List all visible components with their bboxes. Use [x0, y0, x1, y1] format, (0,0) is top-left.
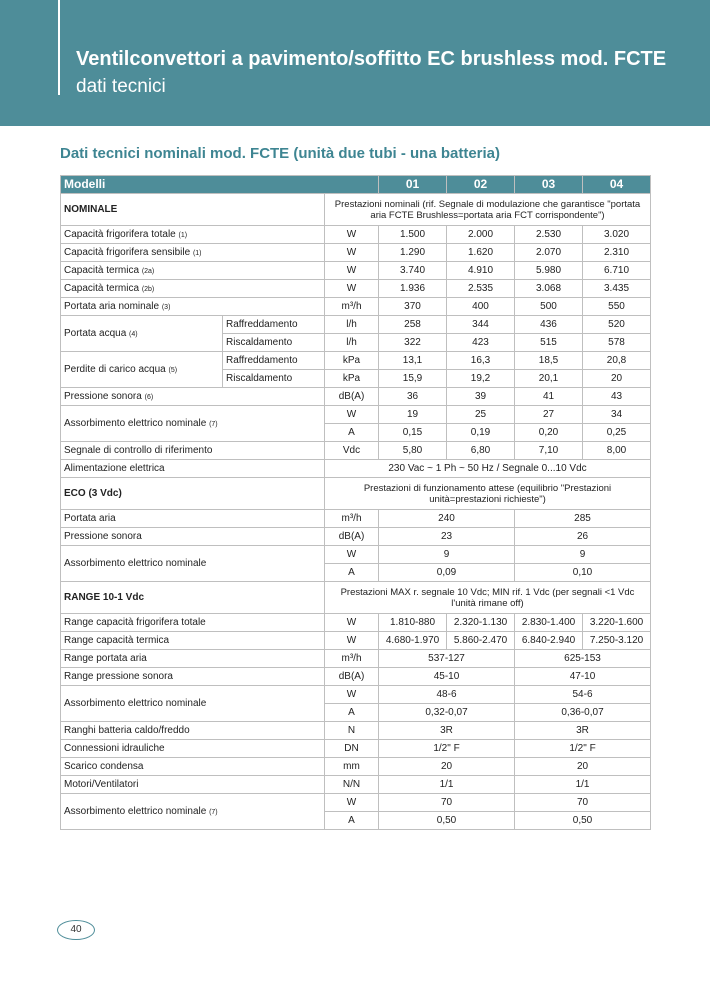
unit-cell: dB(A)	[325, 388, 379, 406]
section-row-eco	[61, 478, 651, 510]
sub-label: Raffreddamento	[223, 316, 325, 334]
value-cell: 15,9	[379, 370, 447, 388]
section-note: Prestazioni MAX r. segnale 10 Vdc; MIN rif. 1 Vdc (per segnali <1 Vdc l'unità rimane off)	[325, 582, 651, 614]
table-row	[61, 510, 651, 528]
value-cell: 0,09	[379, 564, 515, 582]
section-label: RANGE 10-1 Vdc	[61, 582, 325, 614]
value-cell: 2.000	[447, 226, 515, 244]
model-col: 04	[583, 176, 651, 194]
value-cell: 6.840-2.940	[515, 632, 583, 650]
value-cell: 2.070	[515, 244, 583, 262]
row-label: Scarico condensa	[61, 758, 325, 776]
value-cell: 3.435	[583, 280, 651, 298]
value-cell: 3.740	[379, 262, 447, 280]
row-label: Portata aria	[61, 510, 325, 528]
unit-cell: mm	[325, 758, 379, 776]
value-cell: 578	[583, 334, 651, 352]
value-cell: 20	[515, 758, 651, 776]
row-label: Portata acqua	[64, 327, 127, 339]
table-row	[61, 776, 651, 794]
table-row	[61, 352, 651, 370]
row-ref: (3)	[161, 303, 171, 311]
table-row	[61, 668, 651, 686]
unit-cell: m³/h	[325, 510, 379, 528]
value-cell: 19,2	[447, 370, 515, 388]
page-subtitle: dati tecnici	[76, 76, 166, 97]
table-row	[61, 316, 651, 334]
value-cell: 4.910	[447, 262, 515, 280]
table-header-row	[61, 176, 651, 194]
row-ref: (1)	[192, 249, 202, 257]
row-label: Assorbimento elettrico nominale	[64, 417, 207, 429]
value-cell: 5,80	[379, 442, 447, 460]
unit-cell: W	[325, 226, 379, 244]
table-row	[61, 460, 651, 478]
value-cell: 0,25	[583, 424, 651, 442]
table-row	[61, 546, 651, 564]
row-label: Range capacità termica	[61, 632, 325, 650]
value-cell: 423	[447, 334, 515, 352]
row-label: Range capacità frigorifera totale	[61, 614, 325, 632]
row-label: Ranghi batteria caldo/freddo	[61, 722, 325, 740]
value-cell: 6,80	[447, 442, 515, 460]
unit-cell: W	[325, 244, 379, 262]
section-label: ECO (3 Vdc)	[61, 478, 325, 510]
row-ref: (2a)	[141, 267, 155, 275]
table-row	[61, 528, 651, 546]
value-cell: 1/2" F	[515, 740, 651, 758]
header-label: Modelli	[61, 176, 379, 194]
value-cell: 19	[379, 406, 447, 424]
value-cell: 344	[447, 316, 515, 334]
row-label: Motori/Ventilatori	[61, 776, 325, 794]
unit-cell: N	[325, 722, 379, 740]
value-cell: 3.020	[583, 226, 651, 244]
unit-cell: W	[325, 632, 379, 650]
value-cell: 1.500	[379, 226, 447, 244]
spec-table	[60, 175, 651, 830]
value-cell: 1.290	[379, 244, 447, 262]
value-cell: 515	[515, 334, 583, 352]
section-note: Prestazioni di funzionamento attese (equilibrio "Prestazioni unità=prestazioni richieste")	[325, 478, 651, 510]
row-label: Range portata aria	[61, 650, 325, 668]
sub-label: Raffreddamento	[223, 352, 325, 370]
value-cell: 240	[379, 510, 515, 528]
value-cell: 7,10	[515, 442, 583, 460]
value-cell: 537-127	[379, 650, 515, 668]
value-cell: 25	[447, 406, 515, 424]
value-cell: 20	[583, 370, 651, 388]
value-cell: 230 Vac ~ 1 Ph ~ 50 Hz / Segnale 0...10 Vdc	[325, 460, 651, 478]
value-cell: 0,19	[447, 424, 515, 442]
table-row	[61, 614, 651, 632]
table-row	[61, 758, 651, 776]
unit-cell: DN	[325, 740, 379, 758]
value-cell: 7.250-3.120	[583, 632, 651, 650]
value-cell: 1/1	[515, 776, 651, 794]
value-cell: 20	[379, 758, 515, 776]
table-row	[61, 740, 651, 758]
value-cell: 1.810-880	[379, 614, 447, 632]
value-cell: 436	[515, 316, 583, 334]
value-cell: 0,50	[515, 812, 651, 830]
value-cell: 20,8	[583, 352, 651, 370]
row-label: Assorbimento elettrico nominale	[61, 546, 325, 582]
value-cell: 0,50	[379, 812, 515, 830]
table-row	[61, 226, 651, 244]
value-cell: 41	[515, 388, 583, 406]
row-ref: (4)	[129, 330, 138, 338]
section-row-range	[61, 582, 651, 614]
page-title: Ventilconvettori a pavimento/soffitto EC brushless mod. FCTE	[76, 48, 667, 70]
header-banner	[0, 0, 710, 126]
page-number: 40	[57, 920, 95, 940]
unit-cell: W	[325, 406, 379, 424]
section-note: Prestazioni nominali (rif. Segnale di modulazione che garantisce "portata aria FCTE Brushless=portata aria FCT corrispondente")	[325, 194, 651, 226]
unit-cell: A	[325, 564, 379, 582]
value-cell: 2.320-1.130	[447, 614, 515, 632]
value-cell: 625-153	[515, 650, 651, 668]
value-cell: 2.310	[583, 244, 651, 262]
value-cell: 3.220-1.600	[583, 614, 651, 632]
model-col: 01	[379, 176, 447, 194]
table-row	[61, 686, 651, 704]
unit-cell: dB(A)	[325, 528, 379, 546]
unit-cell: Vdc	[325, 442, 379, 460]
unit-cell: kPa	[325, 352, 379, 370]
table-row	[61, 794, 651, 812]
row-ref: (5)	[168, 366, 178, 374]
value-cell: 36	[379, 388, 447, 406]
header-divider	[58, 0, 60, 95]
row-label: Pressione sonora	[64, 390, 142, 402]
row-ref: (1)	[178, 231, 188, 239]
value-cell: 13,1	[379, 352, 447, 370]
value-cell: 3R	[379, 722, 515, 740]
row-label: Portata aria nominale	[64, 300, 160, 312]
section-row-nominale	[61, 194, 651, 226]
table-row	[61, 388, 651, 406]
value-cell: 18,5	[515, 352, 583, 370]
row-label: Capacità frigorifera sensibile	[64, 246, 191, 258]
section-title: Dati tecnici nominali mod. FCTE (unità due tubi - una batteria)	[60, 145, 501, 162]
model-col: 03	[515, 176, 583, 194]
value-cell: 550	[583, 298, 651, 316]
value-cell: 23	[379, 528, 515, 546]
value-cell: 27	[515, 406, 583, 424]
unit-cell: m³/h	[325, 650, 379, 668]
unit-cell: kPa	[325, 370, 379, 388]
value-cell: 70	[379, 794, 515, 812]
value-cell: 0,20	[515, 424, 583, 442]
value-cell: 1/1	[379, 776, 515, 794]
row-label: Capacità frigorifera totale	[64, 228, 176, 240]
value-cell: 5.860-2.470	[447, 632, 515, 650]
sub-label: Riscaldamento	[223, 334, 325, 352]
unit-cell: A	[325, 812, 379, 830]
value-cell: 1.936	[379, 280, 447, 298]
value-cell: 45-10	[379, 668, 515, 686]
unit-cell: A	[325, 704, 379, 722]
value-cell: 70	[515, 794, 651, 812]
unit-cell: W	[325, 614, 379, 632]
value-cell: 400	[447, 298, 515, 316]
value-cell: 322	[379, 334, 447, 352]
row-label: Assorbimento elettrico nominale	[61, 686, 325, 722]
value-cell: 16,3	[447, 352, 515, 370]
value-cell: 34	[583, 406, 651, 424]
table-row	[61, 632, 651, 650]
value-cell: 20,1	[515, 370, 583, 388]
unit-cell: W	[325, 280, 379, 298]
unit-cell: N/N	[325, 776, 379, 794]
row-ref: (2b)	[141, 285, 155, 293]
value-cell: 47-10	[515, 668, 651, 686]
value-cell: 39	[447, 388, 515, 406]
value-cell: 520	[583, 316, 651, 334]
table-row	[61, 280, 651, 298]
value-cell: 2.535	[447, 280, 515, 298]
row-label: Connessioni idrauliche	[61, 740, 325, 758]
table-row	[61, 262, 651, 280]
value-cell: 4.680-1.970	[379, 632, 447, 650]
unit-cell: W	[325, 686, 379, 704]
value-cell: 9	[515, 546, 651, 564]
sub-label: Riscaldamento	[223, 370, 325, 388]
row-label: Range pressione sonora	[61, 668, 325, 686]
unit-cell: A	[325, 424, 379, 442]
table-row	[61, 442, 651, 460]
value-cell: 2.530	[515, 226, 583, 244]
model-col: 02	[447, 176, 515, 194]
table-row	[61, 244, 651, 262]
value-cell: 0,10	[515, 564, 651, 582]
unit-cell: W	[325, 794, 379, 812]
value-cell: 2.830-1.400	[515, 614, 583, 632]
row-label: Pressione sonora	[61, 528, 325, 546]
row-label: Capacità termica	[64, 264, 140, 276]
value-cell: 43	[583, 388, 651, 406]
value-cell: 0,36-0,07	[515, 704, 651, 722]
value-cell: 5.980	[515, 262, 583, 280]
row-label: Perdite di carico acqua	[64, 363, 166, 375]
table-row	[61, 722, 651, 740]
value-cell: 48-6	[379, 686, 515, 704]
value-cell: 54-6	[515, 686, 651, 704]
unit-cell: l/h	[325, 316, 379, 334]
value-cell: 26	[515, 528, 651, 546]
unit-cell: m³/h	[325, 298, 379, 316]
table-row	[61, 650, 651, 668]
row-ref: (7)	[209, 420, 218, 428]
unit-cell: W	[325, 262, 379, 280]
unit-cell: W	[325, 546, 379, 564]
value-cell: 500	[515, 298, 583, 316]
section-label: NOMINALE	[61, 194, 325, 226]
value-cell: 1/2" F	[379, 740, 515, 758]
value-cell: 258	[379, 316, 447, 334]
value-cell: 8,00	[583, 442, 651, 460]
value-cell: 3.068	[515, 280, 583, 298]
row-label: Capacità termica	[64, 282, 140, 294]
row-label: Segnale di controllo di riferimento	[61, 442, 325, 460]
value-cell: 9	[379, 546, 515, 564]
value-cell: 0,15	[379, 424, 447, 442]
value-cell: 370	[379, 298, 447, 316]
table-row	[61, 298, 651, 316]
value-cell: 0,32-0,07	[379, 704, 515, 722]
unit-cell: dB(A)	[325, 668, 379, 686]
value-cell: 6.710	[583, 262, 651, 280]
row-label: Alimentazione elettrica	[61, 460, 325, 478]
row-ref: (6)	[144, 393, 154, 401]
value-cell: 285	[515, 510, 651, 528]
row-ref: (7)	[209, 808, 218, 816]
value-cell: 3R	[515, 722, 651, 740]
unit-cell: l/h	[325, 334, 379, 352]
value-cell: 1.620	[447, 244, 515, 262]
row-label: Assorbimento elettrico nominale	[64, 805, 207, 817]
table-row	[61, 406, 651, 424]
